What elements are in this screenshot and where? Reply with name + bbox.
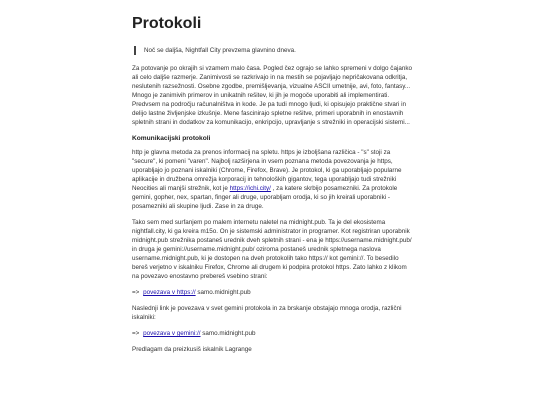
https-link-desc: samo.midnight.pub: [195, 289, 251, 296]
http-text-before: http je glavna metoda za prenos informacij na spletu. https je izboljšana različica - "s" stoji za "secure", ki pomeni "varen". Najbolj razširjena in vsem poznana metoda povezovanja je https, uporabljajo jo poznani iskalniki (Chrome, Firefox, Brave). Je protokol, ki ga uporabljajo popularne aplikacije in družbena omrežja korporacij in tehnoloških gigantov, tega uporabljajo tudi strežniki Neocities ali manjši strežnik, kot je: [132, 149, 402, 192]
http-text-after: , za katere skrbijo posamezniki. Za protokole gemini, gopher, nex, spartan, finger ali druge, uporabljam orodja, ki so jih kreirali uporabniki - posamezniki ali skupine ljudi. Zase in za druge.: [132, 185, 398, 210]
https-link[interactable]: povezava v https://: [143, 289, 196, 296]
ichi-city-link[interactable]: https://ichi.city/: [229, 185, 271, 192]
intro-paragraph: Za potovanje po okrajih si vzamem malo časa. Pogled čez ograjo se lahko spremeni v dolgo čajanko ali celo daljše razmerje. Zanimivosti se razkrivajo in na mestih se pojavljajo nepričakovana odkritja, neslutenih razsežnosti. Osebne zgodbe, premišljevanja, vizualne ASCII umetnije, avi, foto, fantasy... Mnogo je zanimivih primerov in unikatnih rešitev, ki jih je mogoče uporabiti ali implementirati. Predvsem na področju računalništva in kode. Je pa tudi mnogo ljudi, ki opisujejo praktične stvari in delijo lastne življenjske izkušnje. Mene fascinirajo spletne rešitve, primeri uporabnih in enostavnih spletnih strani in dodatkov za komunikacijo, enkripcijo, upravljanje s strežniki in operacijski sistemi...: [132, 65, 413, 126]
gemini-link-line: [132, 329, 412, 338]
http-paragraph: [132, 148, 412, 211]
page-title: Protokoli: [132, 15, 202, 32]
section-heading: Komunikacijski protokoli: [132, 135, 211, 142]
gemini-paragraph: Naslednji link je povezava v svet gemini protokola in za brskanje obstajajo mnoga orodja, različni iskalniki:: [132, 305, 402, 321]
link-arrow: =>: [132, 330, 140, 337]
article: [132, 14, 412, 354]
last-paragraph: Predlagam da preizkusiš iskalnik Lagrange: [132, 346, 252, 353]
https-link-line: [132, 288, 412, 297]
gemini-link-desc: samo.midnight.pub: [200, 330, 256, 337]
midnight-paragraph: Tako sem med surfanjem po malem internetu naletel na midnight.pub. Ta je del ekosistema nightfall.city, ki ga kreira m15o. On je sistemski administrator in programer. Kot registriran uporabnik midnight.pub strežnika postaneš urednik dveh spletnih strani - ena je https://username.midnight.pub/ in druga je gemini://username.midnight.pub/ oziroma postaneš urednik spletnega naslova username.midnight.pub, ki je dostopen na dveh protokolih tako https:// kot gemini://. To besedilo bereš verjetno v iskalniku Firefox, Chrome ali drugem ki podpira protokol https. Zato lahko z klikom na povezavo enostavno prebereš vsebino strani:: [132, 219, 412, 280]
link-arrow: =>: [132, 289, 140, 296]
blockquote: Noč se daljša, Nightfall City prevzema glavnino dneva.: [134, 46, 412, 55]
gemini-link[interactable]: povezava v gemini://: [143, 330, 201, 337]
